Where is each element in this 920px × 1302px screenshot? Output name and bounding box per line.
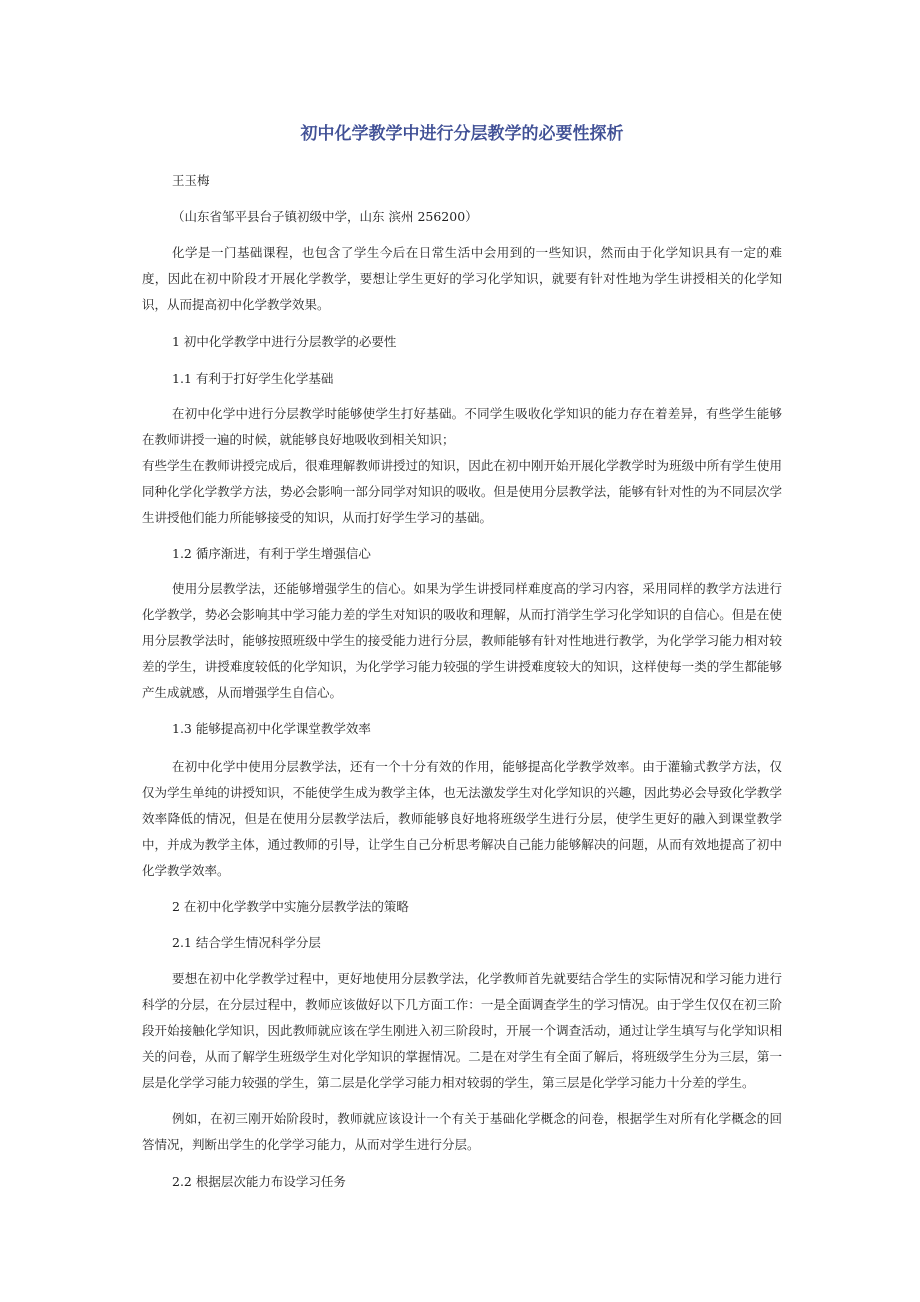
- paragraph-1-2: 使用分层教学法，还能够增强学生的信心。如果为学生讲授同样难度高的学习内容，采用同样的教学方法进行化学教学，势必会影响其中学习能力差的学生对知识的吸收和理解，从而打消学生学习化学知识的自信心。但是在使用分层教学法时，能够按照班级中学生的接受能力进行分层，教师能够有针对性地进行教学，为化学学习能力相对较差的学生，讲授难度较低的化学知识，为化学学习能力较强的学生讲授难度较大的知识，这样使每一类的学生都能够产生成就感，从而增强学生自信心。: [142, 581, 782, 700]
- paragraph-2-1b: 例如，在初三刚开始阶段时，教师就应该设计一个有关于基础化学概念的问卷，根据学生对所有化学概念的回答情况，判断出学生的化学学习能力，从而对学生进行分层。: [142, 1111, 782, 1152]
- paragraph-2-1a: 要想在初中化学教学过程中，更好地使用分层教学法，化学教师首先就要结合学生的实际情况和学习能力进行科学的分层，在分层过程中，教师应该做好以下几方面工作：一是全面调查学生的学习情况。由于学生仅仅在初三阶段开始接触化学知识，因此教师就应该在学生刚进入初三阶段时，开展一个调查活动，通过让学生填写与化学知识相关的问卷，从而了解学生班级学生对化学知识的掌握情况。二是在对学生有全面了解后，将班级学生分为三层，第一层是化学学习能力较强的学生，第二层是化学学习能力相对较弱的学生，第三层是化学学习能力十分差的学生。: [142, 971, 782, 1090]
- author-affiliation: （山东省邹平县台子镇初级中学，山东 滨州 256200）: [172, 209, 478, 224]
- paragraph-1-1a: 在初中化学中进行分层教学时能够使学生打好基础。不同学生吸收化学知识的能力存在着差异，有些学生能够在教师讲授一遍的时候，就能够良好地吸收到相关知识；: [142, 406, 782, 447]
- section-heading-2-1: 2.1 结合学生情况科学分层: [172, 935, 321, 950]
- paragraph-1-3: 在初中化学中使用分层教学法，还有一个十分有效的作用，能够提高化学教学效率。由于灌输式教学方法，仅仅为学生单纯的讲授知识，不能使学生成为教学主体，也无法激发学生对化学知识的兴趣，因此势必会导致化学教学效率降低的情况，但是在使用分层教学法后，教师能够良好地将班级学生进行分层，使学生更好的融入到课堂教学中，并成为教学主体，通过教师的引导，让学生自己分析思考解决自己能力能够解决的问题，从而有效地提高了初中化学教学效率。: [142, 759, 782, 878]
- intro-paragraph: 化学是一门基础课程，也包含了学生今后在日常生活中会用到的一些知识，然而由于化学知识具有一定的难度，因此在初中阶段才开展化学教学，要想让学生更好的学习化学知识，就要有针对性地为学生讲授相关的化学知识，从而提高初中化学教学效果。: [142, 245, 782, 312]
- section-heading-2-2: 2.2 根据层次能力布设学习任务: [172, 1174, 346, 1189]
- section-heading-1-3: 1.3 能够提高初中化学课堂教学效率: [172, 721, 371, 736]
- section-heading-1: 1 初中化学教学中进行分层教学的必要性: [172, 334, 397, 349]
- author-name: 王玉梅: [172, 173, 210, 188]
- section-heading-1-2: 1.2 循序渐进，有利于学生增强信心: [172, 546, 371, 561]
- article-title: 初中化学教学中进行分层教学的必要性探析: [300, 124, 624, 144]
- section-heading-1-1: 1.1 有利于打好学生化学基础: [172, 371, 334, 386]
- paragraph-1-1b: 有些学生在教师讲授完成后，很难理解教师讲授过的知识，因此在初中刚开始开展化学教学时为班级中所有学生使用同种化学化学教学方法，势必会影响一部分同学对知识的吸收。但是使用分层教学法，能够有针对性的为不同层次学生讲授他们能力所能够接受的知识，从而打好学生学习的基础。: [142, 458, 782, 525]
- section-heading-2: 2 在初中化学教学中实施分层教学法的策略: [172, 899, 409, 914]
